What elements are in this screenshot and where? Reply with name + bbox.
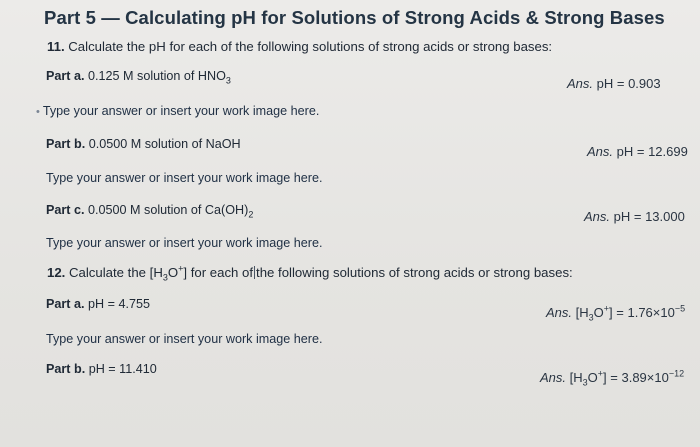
q12-part-a-answer <box>546 303 686 323</box>
answer-subscript: 3 <box>582 377 588 388</box>
part-label: Part a. <box>46 69 85 83</box>
q11-part-a-answer-field[interactable] <box>36 104 319 118</box>
q11-part-b-answer <box>587 144 688 159</box>
question-prompt-part: the following solutions of strong acids or strong bases: <box>256 265 573 280</box>
answer-superscript: + <box>597 368 604 379</box>
answer-part: ] = 1.76×10 <box>609 305 675 320</box>
q11-part-a <box>46 69 231 86</box>
answer-field-placeholder: Type your answer or insert your work image here. <box>46 332 323 346</box>
q12-part-a <box>46 297 150 311</box>
part-subscript: 2 <box>248 209 254 220</box>
part-text: pH = 11.410 <box>88 362 157 376</box>
q12-part-b <box>46 362 157 376</box>
q11-part-b <box>46 137 241 151</box>
answer-label: Ans. <box>540 370 567 385</box>
answer-field-placeholder: Type your answer or insert your work image here. <box>46 171 323 185</box>
question-prompt-subscript: 3 <box>162 272 168 283</box>
q11-part-a-answer <box>567 76 661 91</box>
answer-part: O <box>593 305 604 320</box>
answer-label: Ans. <box>567 76 594 91</box>
bullet-icon: • <box>36 106 40 118</box>
answer-label: Ans. <box>584 209 611 224</box>
answer-subscript: 3 <box>588 312 594 323</box>
answer-field-placeholder: Type your answer or insert your work image here. <box>42 104 320 118</box>
part-text: 0.125 M solution of HNO <box>88 69 226 83</box>
question-prompt: Calculate the pH for each of the following solutions of strong acids or strong bases: <box>68 39 553 54</box>
answer-superscript: + <box>603 303 610 314</box>
answer-exponent: −5 <box>674 303 686 314</box>
question-prompt-part: Calculate the [H <box>69 265 163 280</box>
answer-exponent: −12 <box>668 368 685 379</box>
q12-part-b-answer <box>540 368 685 388</box>
answer-part: [H <box>569 370 583 385</box>
question-number: 12. <box>47 265 66 280</box>
question-prompt-part: ] for each of <box>183 265 254 280</box>
part-subscript: 3 <box>225 75 231 86</box>
part-label: Part c. <box>46 203 85 217</box>
question-prompt-part: O <box>167 265 179 280</box>
q11-part-c <box>46 203 254 220</box>
question-prompt-superscript: + <box>178 263 184 274</box>
answer-part: O <box>587 370 598 385</box>
answer-label: Ans. <box>587 144 614 159</box>
answer-value: pH = 13.000 <box>613 209 685 224</box>
part-label: Part b. <box>46 362 86 376</box>
answer-field-placeholder: Type your answer or insert your work image here. <box>46 236 323 250</box>
answer-value: pH = 0.903 <box>596 76 661 91</box>
part-label: Part a. <box>46 297 85 311</box>
answer-value: pH = 12.699 <box>616 144 688 159</box>
q12-part-a-answer-field[interactable] <box>46 332 322 346</box>
part-text: 0.0500 M solution of Ca(OH) <box>88 203 249 217</box>
question-12 <box>47 263 573 283</box>
question-11 <box>47 39 552 54</box>
page-title: Part 5 — Calculating pH for Solutions of Strong Acids & Strong Bases <box>44 7 665 28</box>
part-label: Part b. <box>46 137 86 151</box>
part-text: pH = 4.755 <box>88 297 150 311</box>
part-text: 0.0500 M solution of NaOH <box>88 137 241 151</box>
q11-part-c-answer-field[interactable] <box>46 236 322 250</box>
answer-part: [H <box>575 305 589 320</box>
question-number: 11. <box>47 39 65 54</box>
q11-part-b-answer-field[interactable] <box>46 171 322 185</box>
answer-part: ] = 3.89×10 <box>603 370 669 385</box>
q11-part-c-answer <box>584 209 685 224</box>
text-cursor <box>254 266 255 279</box>
answer-label: Ans. <box>546 305 573 320</box>
